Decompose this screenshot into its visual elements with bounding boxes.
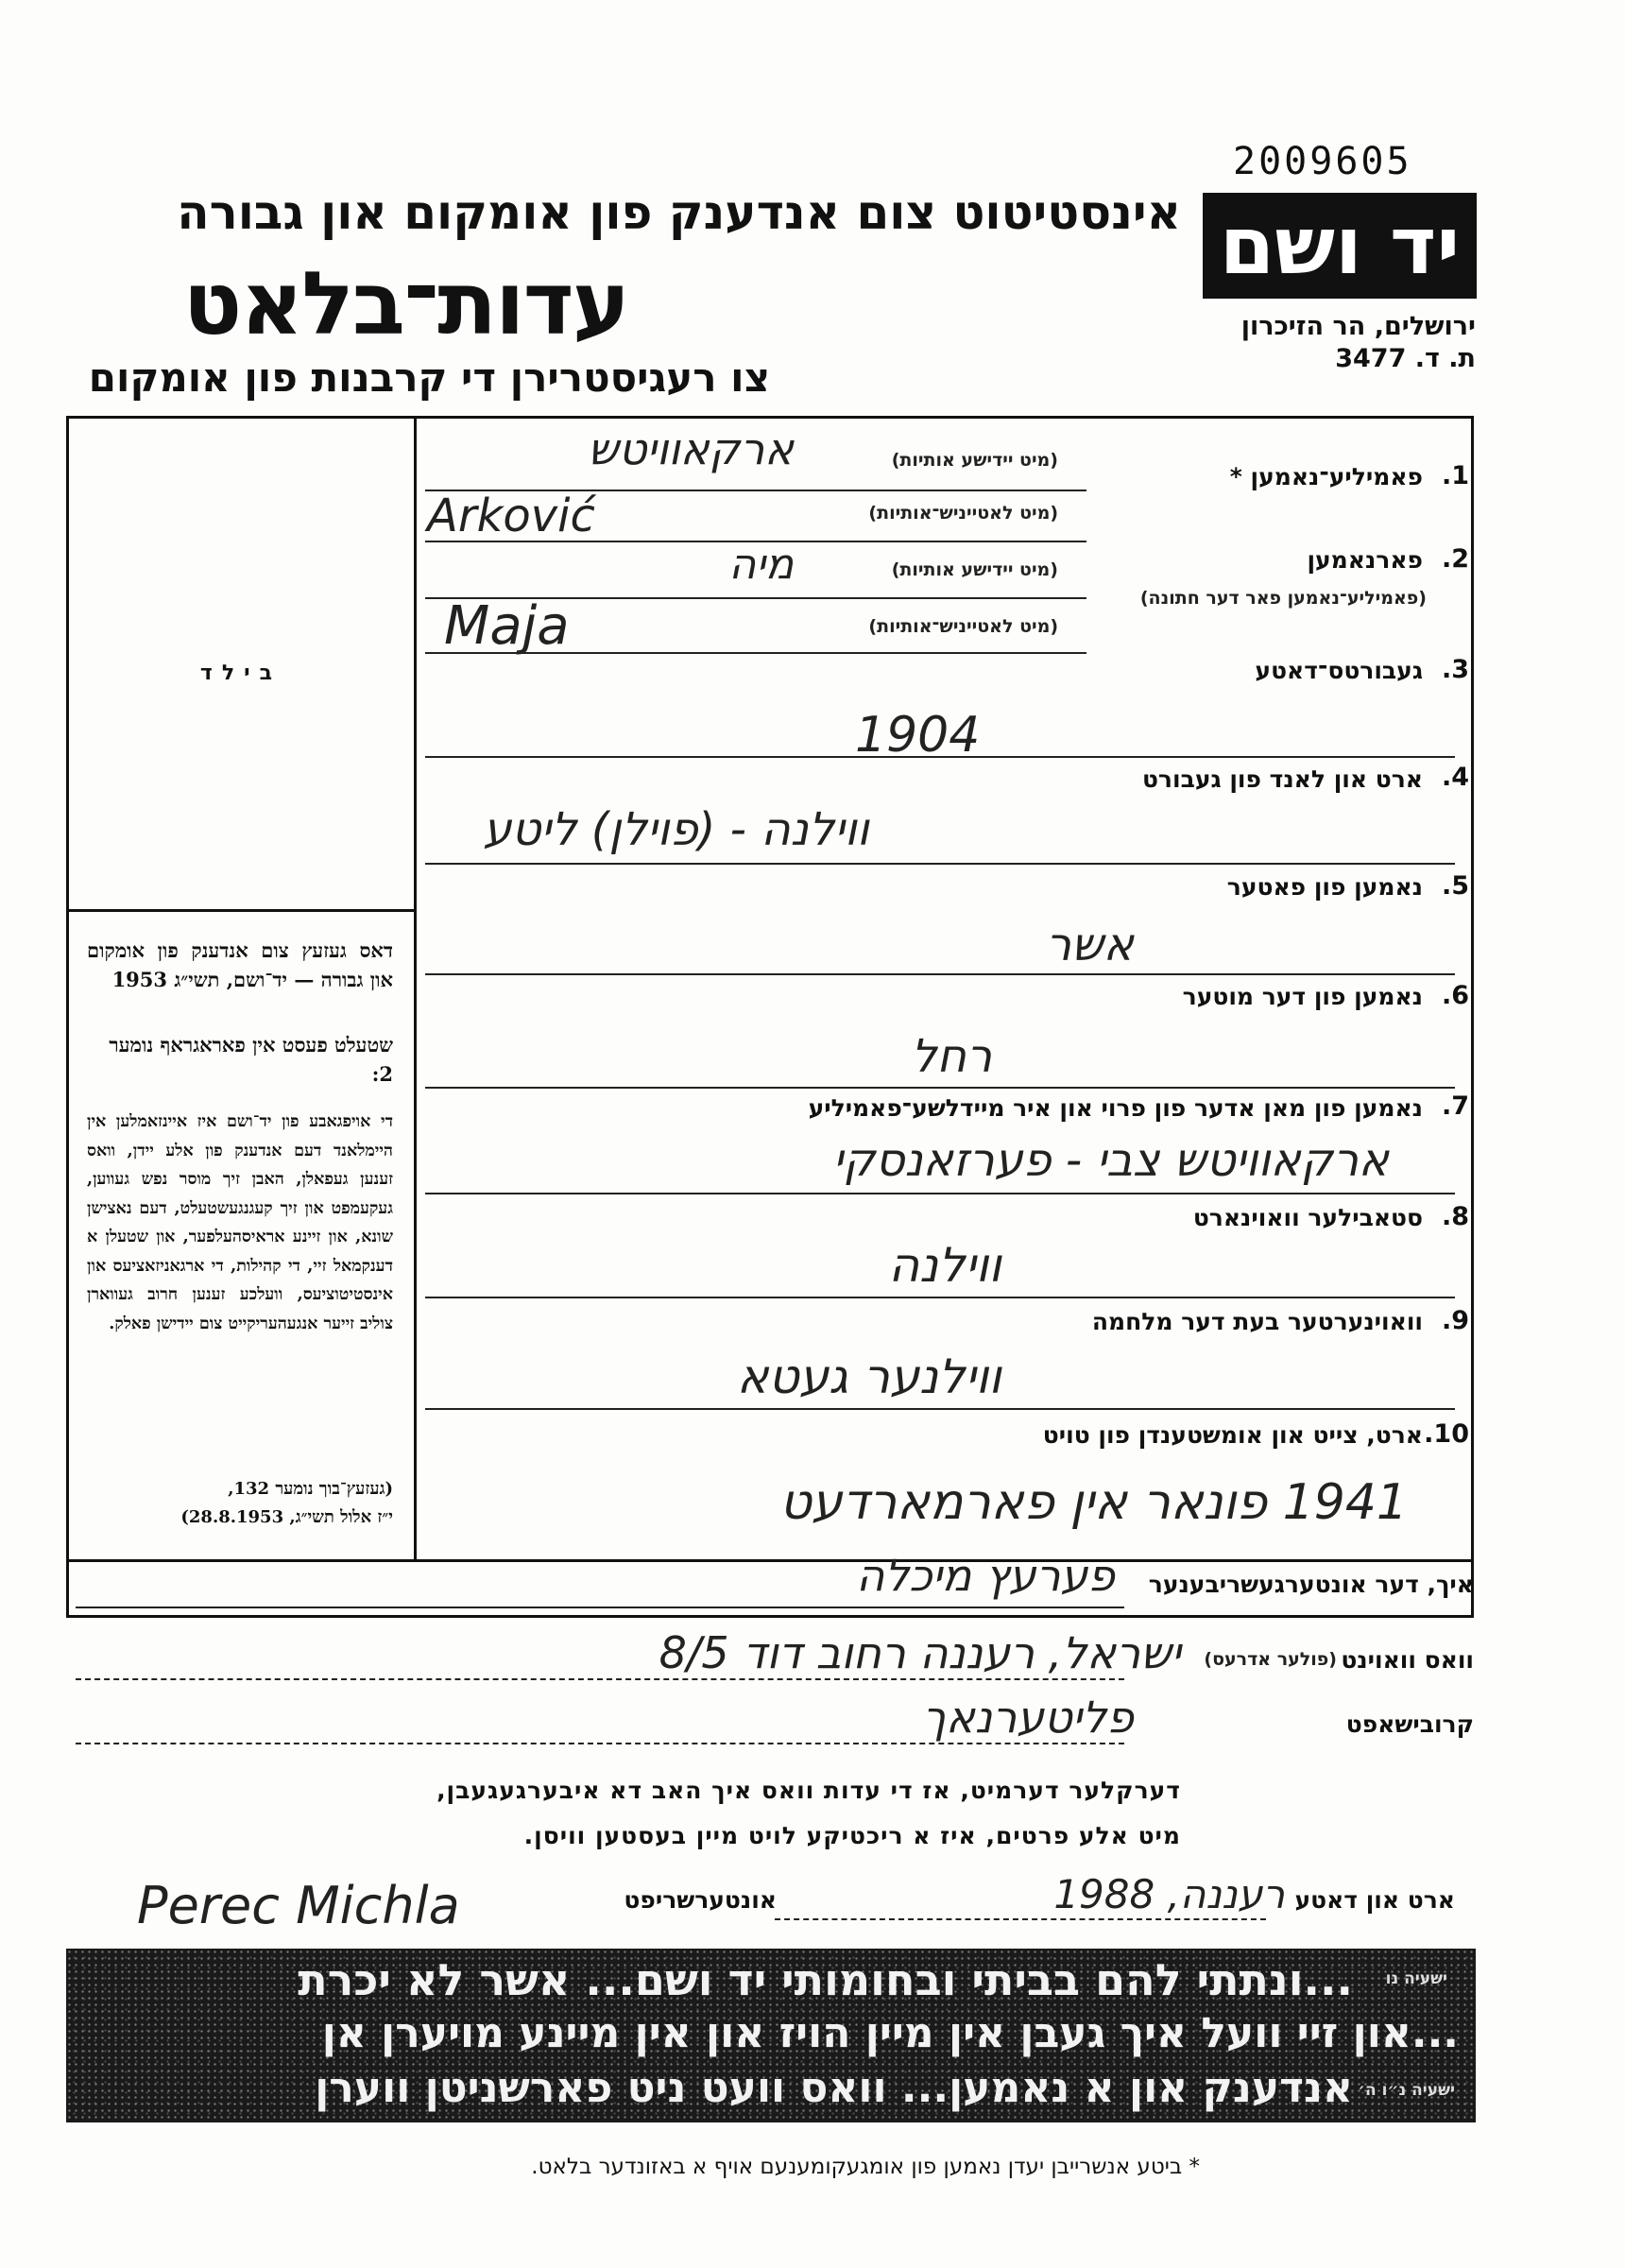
address-hint: (פולער אדרעס) xyxy=(1204,1649,1337,1670)
field-number-7: 7. xyxy=(1441,1091,1469,1121)
field-line xyxy=(76,1678,1124,1680)
law-body: די אויפגאבע פון יד־ושם איז איינזאמלען אין היימלאנד דעם אנדענק פון אלע יידן, וואס זענען געפאלן, האבן זיך מוסר נפש געווען, געקעמפט און זיך קעגנגעשטעלט, דעם נאצישן שונא, און זיינע אראיסהעלפער, און שטעלן א דענקמאל זיי, די קהילות, די ארגאניזאציעס און אינסטיטוציעס, וועלכע זענען חרוב געווארן צוליב זייער אנגעהעריקייט צום יידישן פאלק. xyxy=(87,1112,393,1333)
law-paragraph: שטעלט פעסט אין פאראגראף נומער 2: xyxy=(109,1033,393,1086)
field-label-9: וואוינערטער בעת דער מלחמה xyxy=(1091,1308,1423,1335)
field-label-10: ארט, צייט און אומשטענדן פון טויט xyxy=(1042,1421,1423,1449)
field-line xyxy=(425,1408,1455,1410)
field-line xyxy=(425,1193,1455,1194)
field-label-7: נאמען פון מאן אדער פון פרוי און איר מיידלשע־פאמיליע xyxy=(808,1094,1423,1122)
undersigned-label: איך, דער אונטערגעשריבענער xyxy=(1148,1571,1474,1598)
field-number-5: 5. xyxy=(1441,871,1469,901)
birth-place-value[interactable]: ווילנה - (פוילן) ליטע xyxy=(483,803,869,856)
logo-text: יד ושם xyxy=(1219,199,1461,292)
place-date-value[interactable]: רעננה, 1988 xyxy=(1053,1871,1285,1917)
field-label-6: נאמען פון דער מוטער xyxy=(1182,983,1423,1010)
banner-line-3-ref: ישעיה נ״ו ה׳ xyxy=(1358,2081,1455,2100)
family-name-yiddish[interactable]: ארקאוויטש xyxy=(588,423,794,474)
field-label-1: פאמיליע־נאמען * xyxy=(1229,463,1423,490)
banner-line-3: אנדענק און א נאמען... וואס וועט ניט פארשניטן ווערן xyxy=(315,2064,1353,2112)
field-line xyxy=(425,756,1455,758)
quote-banner xyxy=(66,1949,1476,2122)
field-number-3: 3. xyxy=(1441,655,1469,684)
footnote: * ביטע אנשרייבן יעדן נאמען פון אומגעקומענעם אויף א באזונדער בלאט. xyxy=(531,2155,1200,2179)
banner-line-1-ref: ישעיה נו xyxy=(1385,1969,1447,1988)
field-label-8: סטאבילער וואוינארט xyxy=(1192,1204,1423,1231)
hint-latin-2: (מיט לאטייניש־אותיות) xyxy=(868,616,1058,637)
photo-box-border xyxy=(66,909,416,912)
father-name-value[interactable]: אשר xyxy=(1045,919,1134,971)
field-label-4: ארט און לאנד פון געבורט xyxy=(1141,765,1423,793)
column-divider xyxy=(414,416,417,1559)
relation-label: קרובישאפט xyxy=(1345,1710,1474,1738)
document-number: 2009605 xyxy=(1233,140,1412,183)
signature-label: אונטערשריפט xyxy=(624,1886,777,1914)
section-divider xyxy=(66,1559,1474,1562)
law-citation-2: י״ז אלול תשי״ג, 28.8.1953) xyxy=(180,1507,393,1527)
field-label-2: פארנאמען xyxy=(1307,546,1423,574)
field-line xyxy=(425,652,1086,654)
address-value[interactable]: ישראל, רעננה רחוב דוד 8/5 xyxy=(659,1627,1181,1678)
family-name-latin[interactable]: Arković xyxy=(427,490,595,542)
signature-value[interactable]: Perec Michla xyxy=(137,1876,460,1935)
yad-vashem-logo xyxy=(1203,193,1477,299)
first-name-latin[interactable]: Maja xyxy=(444,595,570,657)
field-number-2: 2. xyxy=(1441,544,1469,574)
field-line xyxy=(775,1918,1266,1920)
declaration-line-1: דערקלער דערמיט, אז די עדות וואס איך האב דא איבערגעגעבן, xyxy=(436,1777,1181,1804)
field-line xyxy=(425,1087,1455,1089)
field-number-4: 4. xyxy=(1441,763,1469,792)
undersigned-value[interactable]: פערעץ מיכלה xyxy=(856,1550,1115,1601)
first-name-yiddish[interactable]: מיה xyxy=(728,541,794,589)
banner-line-1: ...ונתתי להם בביתי ובחומותי יד ושם... אשר לא יכרת xyxy=(298,1954,1353,2005)
field-label-5: נאמען פון פאטער xyxy=(1226,873,1423,901)
hint-latin-1: (מיט לאטייניש־אותיות) xyxy=(868,503,1058,524)
field-number-6: 6. xyxy=(1441,981,1469,1010)
birth-date-value[interactable]: 1904 xyxy=(855,707,981,764)
law-intro: דאס געזעץ צום אנדענק פון אומקום און גבורה — יד־ושם, תשי״ג 1953 xyxy=(87,938,393,991)
death-circumstances-value[interactable]: 1941 פונאר אין פארמארדעט xyxy=(779,1474,1408,1531)
field-line xyxy=(76,1743,1124,1744)
field-label-3: געבורטס־דאטע xyxy=(1255,657,1423,684)
field-line xyxy=(76,1606,1124,1608)
place-date-label: ארט און דאטע xyxy=(1294,1886,1455,1914)
field-note-2: (פאמיליע־נאמען פאר דער חתונה) xyxy=(1139,588,1427,609)
field-number-1: 1. xyxy=(1441,461,1469,490)
hint-yiddish-1: (מיט יידישע אותיות) xyxy=(891,450,1058,471)
photo-box-label: בילד xyxy=(199,662,282,685)
permanent-residence-value[interactable]: ווילנה xyxy=(888,1238,1001,1293)
field-number-10: 10. xyxy=(1424,1419,1469,1449)
page-subtitle: צו רעגיסטרירן די קרבנות פון אומקום xyxy=(88,354,770,401)
mother-name-value[interactable]: רחל xyxy=(911,1030,992,1083)
field-number-9: 9. xyxy=(1441,1306,1469,1335)
address-line-1: ירושלים, הר הזיכרון xyxy=(1240,312,1476,341)
law-citation-1: (געזעץ־בוך נומער 132, xyxy=(228,1479,393,1499)
relation-value[interactable]: פליטערנאך xyxy=(922,1692,1134,1743)
field-line xyxy=(425,1297,1455,1298)
field-line xyxy=(425,863,1455,865)
page-title: עדות־בלאט xyxy=(182,253,628,354)
field-line xyxy=(425,973,1455,975)
address-label: וואס וואוינט xyxy=(1341,1646,1474,1674)
institute-name: אינסטיטוט צום אנדענק פון אומקום און גבורה xyxy=(177,185,1181,240)
spouse-name-value[interactable]: ארקאוויטש צבי - פערזאנסקי xyxy=(832,1134,1389,1187)
banner-line-2: ...און זיי וועל איך געבן אין מיין הויז און אין מיינע מויערן אן xyxy=(321,2009,1459,2057)
hint-yiddish-2: (מיט יידישע אותיות) xyxy=(891,559,1058,580)
wartime-residence-value[interactable]: ווילנער געטא xyxy=(736,1349,1001,1404)
declaration-line-2: מיט אלע פרטים, איז א ריכטיקע לויט מיין בעסטען וויסן. xyxy=(523,1822,1181,1849)
field-number-8: 8. xyxy=(1441,1202,1469,1231)
address-line-2: ת. ד. 3477 xyxy=(1335,344,1476,373)
